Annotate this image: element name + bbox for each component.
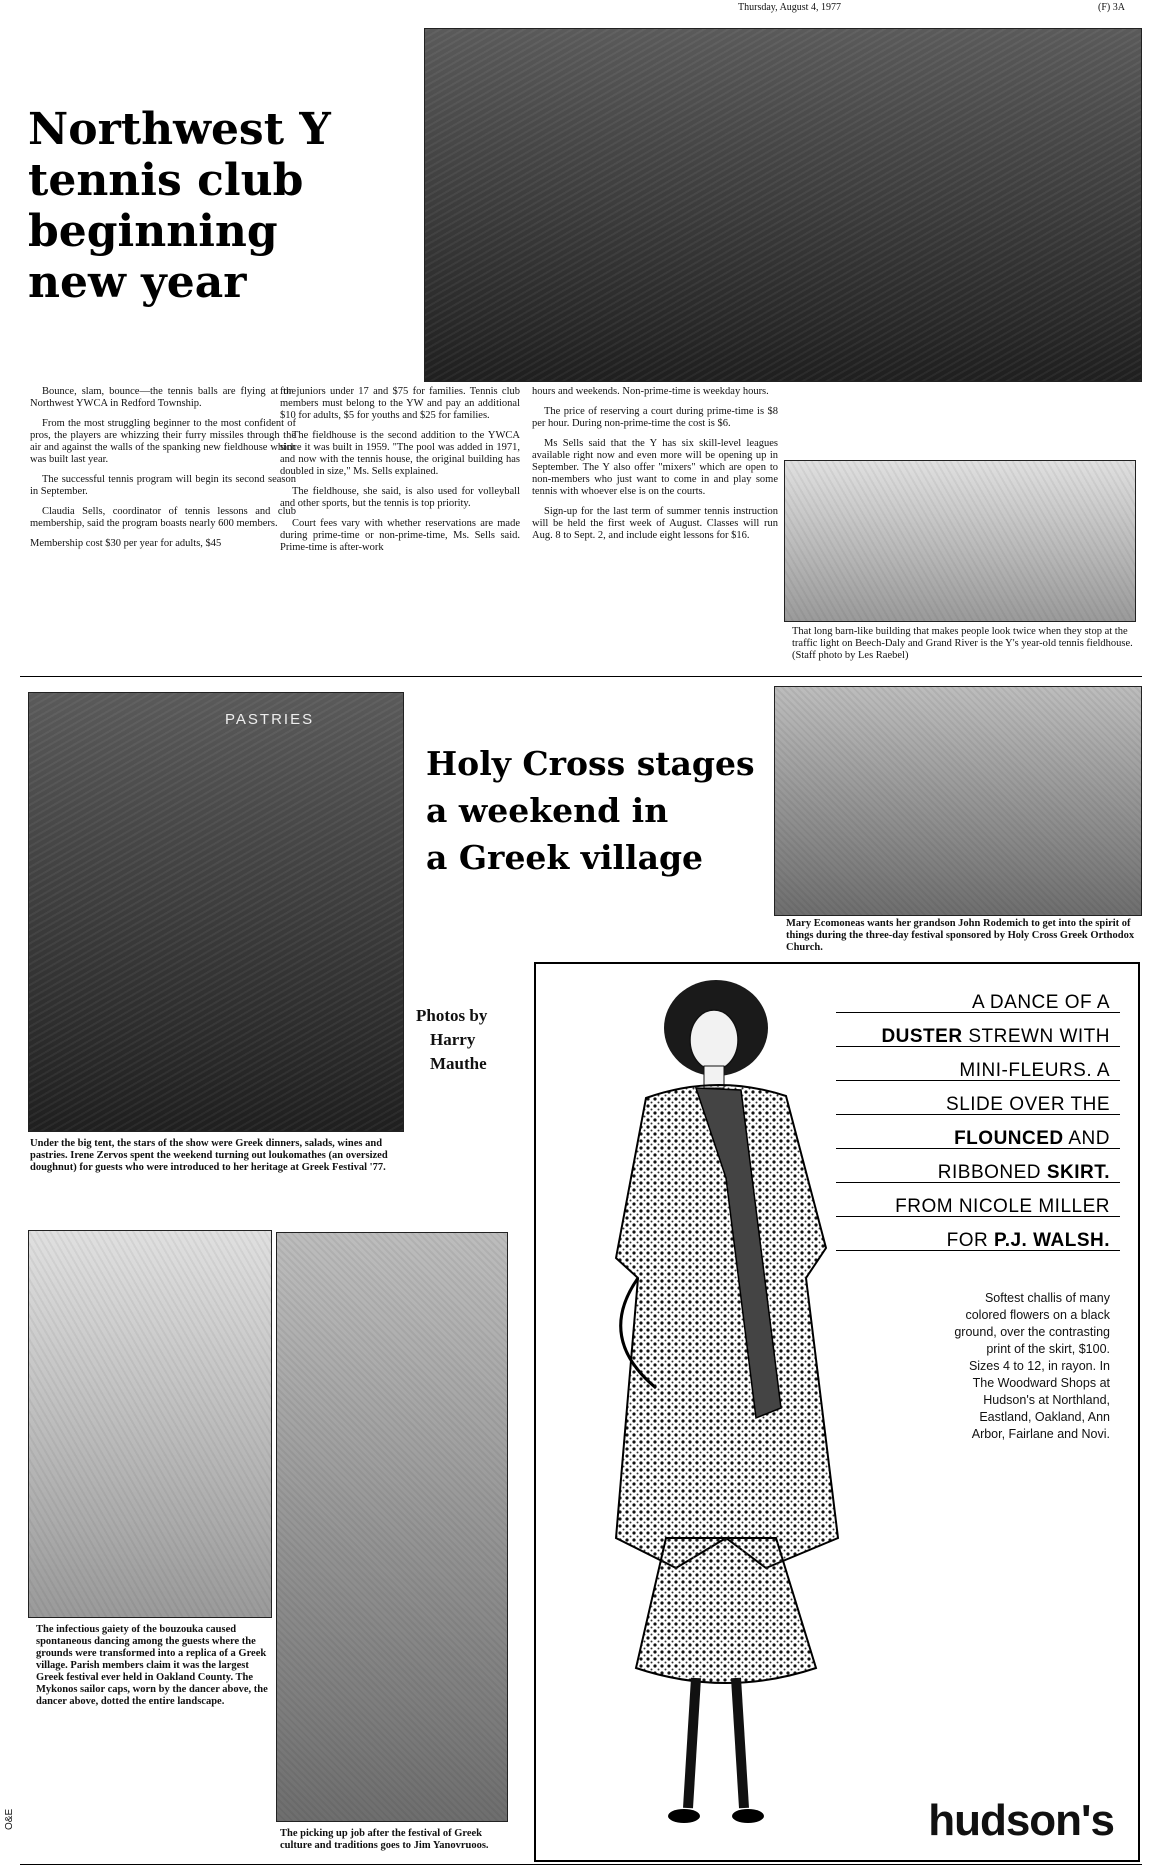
tennis-article-col-2	[280, 386, 520, 554]
edition-mark: O&E	[4, 1808, 15, 1830]
greek-headline	[426, 740, 755, 881]
article-paragraph: The successful tennis program will begin its second season in September.	[30, 474, 296, 497]
cleanup-photo	[276, 1232, 508, 1822]
photo-credit-line: Harry	[430, 1030, 476, 1049]
tent-caption: Under the big tent, the stars of the show were Greek dinners, salads, wines and pastries. Irene Zervos spent the weekend turning out loukomathes (an oversized doughnut) for guests who were introduced to her heritage at Greek Festival '77.	[30, 1138, 388, 1173]
ad-body-line: Arbor, Fairlane and Novi.	[971, 1427, 1110, 1441]
photo-credit	[416, 1004, 487, 1076]
ad-copy-line	[947, 1230, 1110, 1252]
fieldhouse-caption: That long barn-like building that makes people look twice when they stop at the traffic light on Beech-Daly and Grand River is the Y's year-old tennis fieldhouse. (Staff photo by Les Raebel)	[792, 626, 1133, 661]
article-paragraph: The fieldhouse, she said, is also used for volleyball and other sports, but the tennis is top priority.	[280, 486, 520, 509]
dancing-photo	[28, 1230, 272, 1618]
photo-credit-line: Photos by	[416, 1006, 488, 1025]
ad-body-line: Softest challis of many	[984, 1291, 1110, 1305]
article-paragraph: The fieldhouse is the second addition to the YWCA since it was built in 1959. "The pool was added in 1971, and now with the tennis house, the original building has doubled in size," Ms. Sells explained.	[280, 430, 520, 477]
article-paragraph: Sign-up for the last term of summer tennis instruction will be held the first week of August. Classes will run Aug. 8 to Sept. 2, and include eight lessons for $16.	[532, 506, 778, 541]
tennis-headline-line: tennis club	[28, 155, 304, 206]
fashion-illustration	[576, 978, 876, 1844]
tennis-courts-photo	[424, 28, 1142, 382]
greek-headline-line: a weekend in	[426, 791, 669, 830]
ad-copy-bold: FLOUNCED	[954, 1128, 1064, 1149]
page-date: Thursday, August 4, 1977	[738, 2, 841, 13]
ad-copy-text: MINI-FLEURS. A	[959, 1060, 1110, 1081]
ad-body-line: colored flowers on a black	[965, 1308, 1110, 1322]
ad-copy-line	[946, 1094, 1110, 1116]
section-divider	[20, 676, 1142, 677]
article-paragraph: Court fees vary with whether reservations are made during prime-time or non-prime-time, Ms. Sells said. Prime-time is after-work	[280, 518, 520, 553]
photo-credit-line: Mauthe	[430, 1054, 487, 1073]
page-number: (F) 3A	[1098, 2, 1125, 13]
tennis-headline-line: Northwest Y	[28, 104, 331, 155]
tennis-headline-line: beginning	[28, 206, 278, 257]
ad-copy-bold: DUSTER	[881, 1026, 963, 1047]
pastries-tent-photo	[28, 692, 404, 1132]
ad-copy-text: AND	[1063, 1128, 1110, 1149]
ad-copy-text: FOR	[946, 1230, 994, 1251]
ad-copy-line	[972, 992, 1110, 1014]
ad-copy-bold: SKIRT.	[1046, 1162, 1110, 1183]
ad-body-line: Sizes 4 to 12, in rayon. In	[968, 1359, 1110, 1373]
greek-headline-line: Holy Cross stages	[426, 744, 755, 783]
ad-copy-line	[895, 1196, 1110, 1218]
ad-copy-line	[959, 1060, 1110, 1082]
ad-body-line: print of the skirt, $100.	[986, 1342, 1110, 1356]
ad-copy-line	[881, 1026, 1110, 1048]
ad-body-line: Eastland, Oakland, Ann	[979, 1410, 1110, 1424]
tennis-headline-line: new year	[28, 257, 247, 308]
ad-copy-text: STREWN WITH	[962, 1026, 1110, 1047]
article-paragraph: Membership cost $30 per year for adults, $45	[30, 538, 222, 549]
pastries-sign: PASTRIES	[225, 711, 315, 728]
ad-body-line: The Woodward Shops at	[972, 1376, 1110, 1390]
article-paragraph: The price of reserving a court during prime-time is $8 per hour. During non-prime-time the cost is $6.	[532, 406, 778, 429]
tennis-article-col-1	[30, 386, 296, 550]
ad-copy-text: SLIDE OVER THE	[946, 1094, 1110, 1115]
tennis-headline	[28, 104, 331, 308]
bottom-rule	[20, 1864, 1142, 1865]
grandson-photo	[774, 686, 1142, 916]
hudsons-logo: hudson's	[928, 1796, 1114, 1845]
grandson-caption: Mary Ecomoneas wants her grandson John Rodemich to get into the spirit of things during the three-day festival sponsored by Holy Cross Greek Orthodox Church.	[786, 918, 1135, 953]
article-paragraph: hours and weekends. Non-prime-time is weekday hours.	[532, 386, 769, 397]
article-paragraph: Bounce, slam, bounce—the tennis balls are flying at the Northwest YWCA in Redford Township.	[30, 386, 296, 409]
article-paragraph: Claudia Sells, coordinator of tennis lessons and club membership, said the program boasts nearly 600 members.	[30, 506, 296, 529]
hudsons-ad	[534, 962, 1140, 1862]
ad-copy-line	[954, 1128, 1110, 1150]
cleanup-caption: The picking up job after the festival of Greek culture and traditions goes to Jim Yanovruoos.	[280, 1828, 489, 1851]
article-paragraph: Ms Sells said that the Y has six skill-level leagues available right now and even more will be opening up in September. The Y also offer "mixers" which are open to non-members who just want to come in and play some tennis with whoever else is on the courts.	[532, 438, 778, 497]
ad-body-copy	[870, 1290, 1110, 1443]
article-paragraph: for juniors under 17 and $75 for families. Tennis club members must belong to the YW and pay an additional $10 for adults, $5 for youths and $25 for families.	[280, 386, 520, 421]
article-paragraph: From the most struggling beginner to the most confident of pros, the players are whizzing their furry missiles through the air and against the walls of the spanking new fieldhouse which was built last year.	[30, 418, 296, 465]
ad-body-line: ground, over the contrasting	[954, 1325, 1110, 1339]
ad-body-line: Hudson's at Northland,	[983, 1393, 1110, 1407]
ad-copy-bold: P.J. WALSH.	[993, 1230, 1110, 1251]
greek-headline-line: a Greek village	[426, 838, 704, 877]
dancing-caption: The infectious gaiety of the bouzouka caused spontaneous dancing among the guests where the grounds were transformed into a replica of a Greek village. Parish members claim it was the largest Greek festival ever held in Oakland County. The Mykonos sailor caps, worn by the dancer above, the dancer above, dotted the entire landscape.	[36, 1624, 268, 1707]
ad-copy-text: A DANCE OF A	[972, 992, 1110, 1013]
ad-copy-text: RIBBONED	[937, 1162, 1047, 1183]
ad-copy-text: FROM NICOLE MILLER	[895, 1196, 1110, 1217]
fieldhouse-photo	[784, 460, 1136, 622]
tennis-article-col-3	[532, 386, 778, 542]
ad-copy-line	[938, 1162, 1110, 1184]
